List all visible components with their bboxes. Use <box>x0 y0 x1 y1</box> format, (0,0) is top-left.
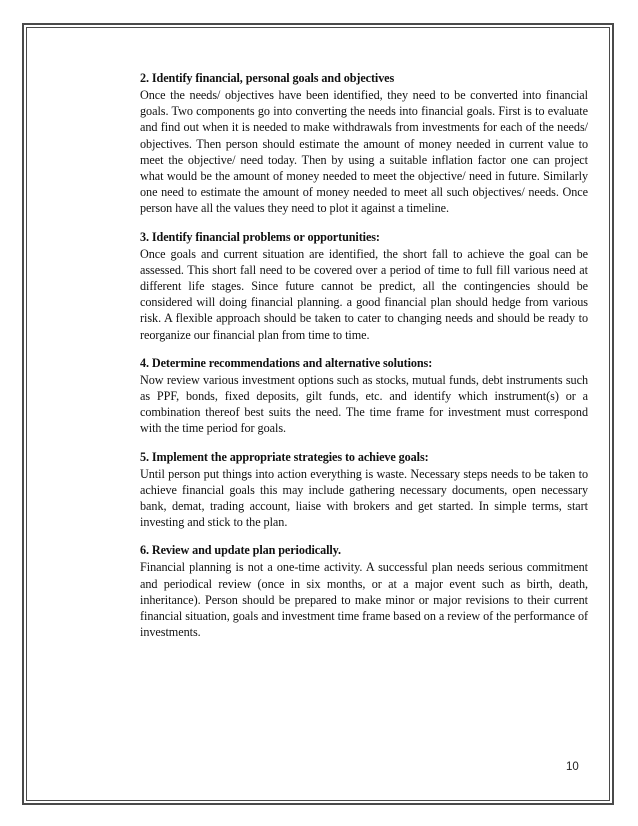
section-identify-problems <box>140 229 588 343</box>
section-paragraph: Financial planning is not a one-time activity. A successful plan needs serious commitment and periodical review (once in six months, or at a major event such as birth, death, inheritance). Person should be prepared to make minor or major revisions to their current financial situation, goals and investment time frame based on a review of the performance of investments. <box>140 560 588 640</box>
section-recommendations <box>140 355 588 437</box>
section-heading: 2. Identify financial, personal goals and objectives <box>140 71 395 85</box>
section-heading: 6. Review and update plan periodically. <box>140 543 341 558</box>
section-implement-strategies <box>140 449 588 531</box>
section-paragraph: Once goals and current situation are identified, the short fall to achieve the goal can be assessed. This short fall need to be covered over a period of time to full fill various need at different life stages. Since future cannot be predict, all the contingencies should be considered will doing financial planning. a good financial plan should hedge from various risk. A flexible approach should be taken to cater to changing needs and should be ready to reorganize our financial plan from time to time. <box>140 246 588 342</box>
section-heading: 5. Implement the appropriate strategies to achieve goals: <box>140 449 429 464</box>
document-content <box>140 70 588 652</box>
section-paragraph: Once the needs/ objectives have been identified, they need to be converted into financial goals. Two components go into converting the needs into financial goals. First is to evaluate and find out when it is needed to make withdrawals from investments for each of the needs/ objectives. Then person should estimate the amount of money needed in current value to meet the objective/ need today. Then by using a suitable inflation factor one can project what would be the amount of money needed to meet the objective/ need in future. Similarly one need to estimate the amount of money needed to meet all such objectives/ needs. Once person have all the values they need to plot it against a timeline. <box>140 88 588 216</box>
section-review-plan <box>140 542 588 640</box>
section-heading: 3. Identify financial problems or opportunities: <box>140 229 380 244</box>
page-number: 10 <box>566 761 579 773</box>
section-heading: 4. Determine recommendations and alternative solutions: <box>140 355 433 370</box>
section-paragraph: Now review various investment options such as stocks, mutual funds, debt instruments such as PPF, bonds, fixed deposits, gilt funds, etc. and identify which instrument(s) or a combination thereof best suits the need. The time frame for investment must correspond with the time period for goals. <box>140 372 588 436</box>
section-identify-goals <box>140 70 588 217</box>
section-paragraph: Until person put things into action everything is waste. Necessary steps needs to be taken to achieve financial goals this may include gathering necessary documents, open necessary bank, demat, trading account, liaise with brokers and get started. In simple terms, start investing and stick to the plan. <box>140 466 588 530</box>
